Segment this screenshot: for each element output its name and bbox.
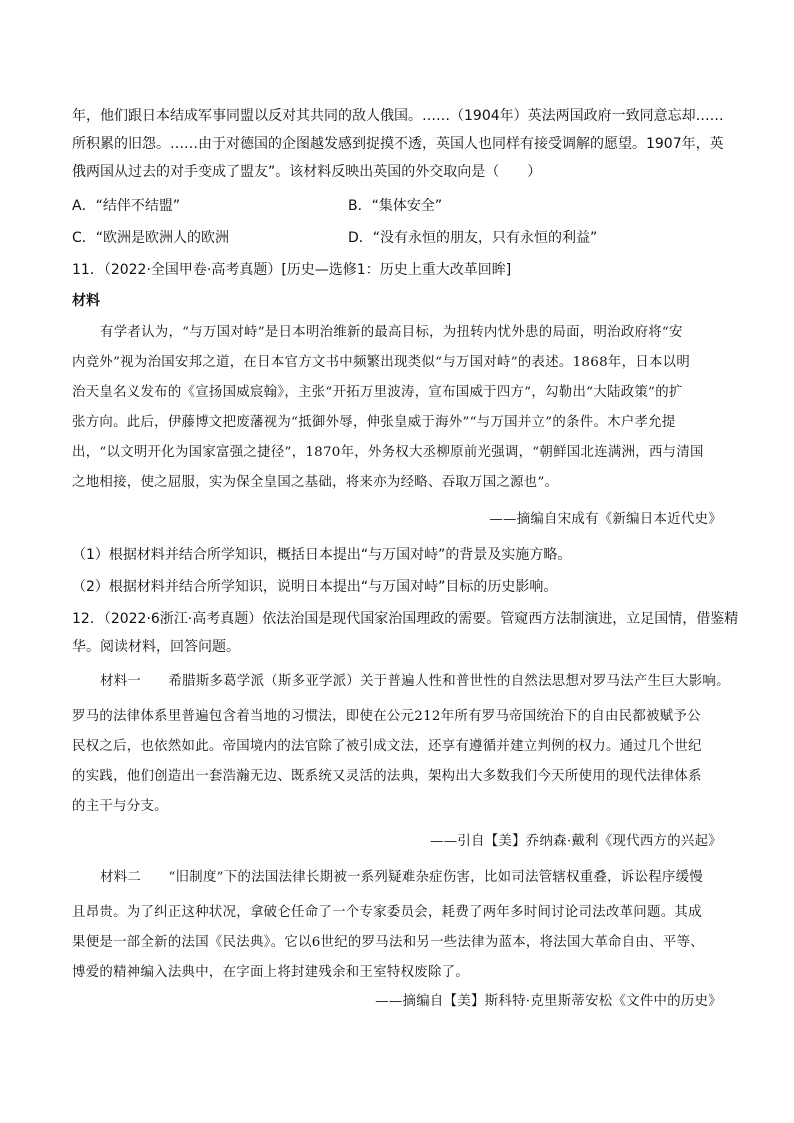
q10-text-line-3: 俄两国从过去的对手变成了盟友”。该材料反映出英国的外交取向是（ ） bbox=[72, 164, 542, 180]
q11-material-line-5: 出，“以文明开化为国家富强之捷径”，1870年，外务权大丞柳原前光强调，“朝鲜国北连满洲，西与清国 bbox=[72, 445, 704, 460]
q12-material1-source: ——引自【美】乔纳森·戴利《现代西方的兴起》 bbox=[429, 834, 722, 849]
q10-text-line-1: 年，他们跟日本结成军事同盟以反对其共同的敌人俄国。……（1904年）英法两国政府一致同意忘却…… bbox=[72, 108, 724, 124]
q10-option-a: A．“结伴不结盟” bbox=[72, 198, 181, 214]
q11-material-line-2: 内竞外”视为治国安邦之道，在日本官方文书中频繁出现类似“与万国对峙”的表述。1868年，日本以明 bbox=[72, 355, 691, 370]
q10-text-line-2: 所积累的旧怨。……由于对德国的企图越发感到捉摸不透，英国人也同样有接受调解的愿望。1907年，英 bbox=[72, 136, 724, 152]
q11-material-line-6: 之地相接，使之屈服，实为保全皇国之基础，将来亦为经略、吞取万国之源也”。 bbox=[72, 475, 559, 490]
q11-header: 11．（2022·全国甲卷·高考真题）[历史—选修1：历史上重大改革回眸] bbox=[72, 262, 512, 278]
q11-material-line-1: 有学者认为，“与万国对峙”是日本明治维新的最高目标，为扭转内忧外患的局面，明治政府将“安 bbox=[100, 325, 683, 340]
q12-material2-source: ——摘编自【美】斯科特·克里斯蒂安松《文件中的历史》 bbox=[375, 994, 722, 1009]
q10-option-c: C．“欧洲是欧洲人的欧洲 bbox=[72, 230, 230, 246]
q12-material2-line-2: 且昂贵。为了纠正这种状况，拿破仑任命了一个专家委员会，耗费了两年多时间讨论司法改革问题。其成 bbox=[72, 905, 702, 920]
q12-material1-line-4: 的实践，他们创造出一套浩瀚无边、既系统又灵活的法典，架构出大多数我们今天所使用的现代法律体系 bbox=[72, 769, 702, 784]
q11-question-1: （1）根据材料并结合所学知识，概括日本提出“与万国对峙”的背景及实施方略。 bbox=[72, 547, 572, 563]
q12-material1-line-2: 罗马的法律体系里普遍包含着当地的习惯法，即使在公元212年所有罗马帝国统治下的自由民都被赋予公 bbox=[72, 709, 701, 724]
q11-material-line-4: 张方向。此后，伊藤博文把废藩视为“抵御外辱，伸张皇威于海外”“与万国并立”的条件。木户孝允提 bbox=[72, 415, 676, 430]
q10-option-d: D．“没有永恒的朋友，只有永恒的利益” bbox=[348, 230, 598, 246]
q11-source: ——摘编自宋成有《新编日本近代史》 bbox=[489, 512, 722, 527]
q12-header-line-2: 华。阅读材料，回答问题。 bbox=[72, 639, 240, 655]
q11-question-2: （2）根据材料并结合所学知识，说明日本提出“与万国对峙”目标的历史影响。 bbox=[72, 579, 558, 595]
q12-header-line-1: 12．（2022·6浙江·高考真题）依法治国是现代国家治国理政的需要。管窥西方法制演进，立足国情，借鉴精 bbox=[72, 611, 739, 627]
q12-material2-line-4: 博爱的精神编入法典中，在字面上将封建残余和王室特权废除了。 bbox=[72, 965, 470, 980]
q12-material1-line-3: 民权之后，也依然如此。帝国境内的法官除了被引成文法，还享有遵循并建立判例的权力。通过几个世纪 bbox=[72, 739, 702, 754]
q12-material2-line-1: 材料二 “旧制度”下的法国法律长期被一系列疑难杂症伤害，比如司法管辖权重叠，诉讼程序缓慢 bbox=[100, 870, 703, 885]
q12-material1-line-1: 材料一 希腊斯多葛学派（斯多亚学派）关于普遍人性和普世性的自然法思想对罗马法产生巨大影响。 bbox=[100, 674, 730, 689]
q11-material-label: 材料 bbox=[72, 293, 100, 309]
q12-material1-line-5: 的主干与分支。 bbox=[72, 799, 168, 814]
q11-material-line-3: 治天皇名义发布的《宣扬国威宸翰》，主张“开拓万里波涛，宣布国威于四方”，勾勒出“大陆政策”的扩 bbox=[72, 385, 683, 400]
q10-option-b: B．“集体安全” bbox=[348, 198, 443, 214]
q12-material2-line-3: 果便是一部全新的法国《民法典》。它以6世纪的罗马法和另一些法律为蓝本，将法国大革命自由、平等、 bbox=[72, 935, 704, 950]
